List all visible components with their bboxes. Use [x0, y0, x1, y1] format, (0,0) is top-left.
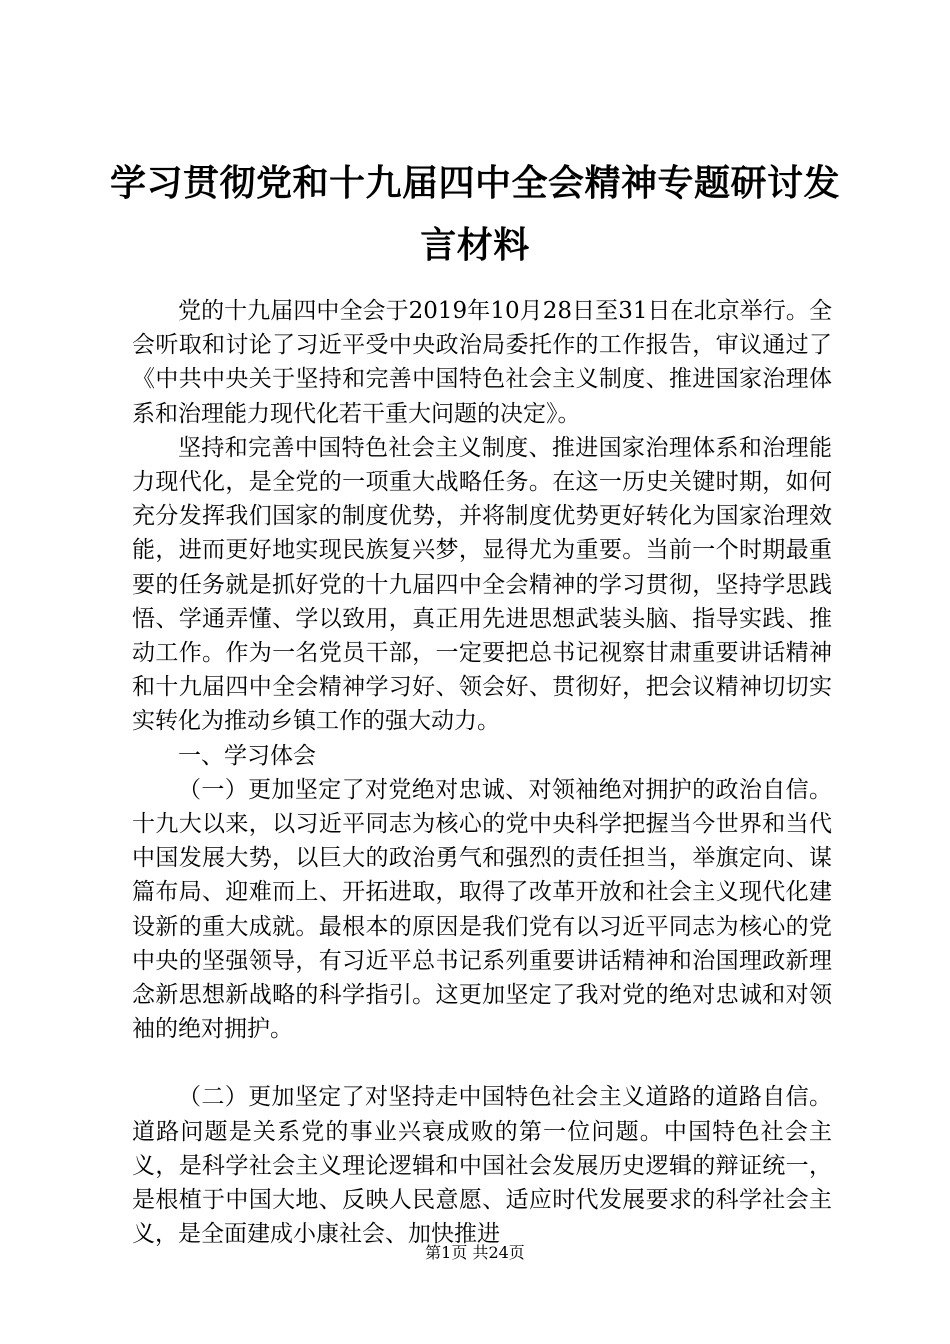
document-title: 学习贯彻党和十九届四中全会精神专题研讨发言材料 [110, 162, 841, 266]
paragraph-significance: 坚持和完善中国特色社会主义制度、推进国家治理体系和治理能力现代化，是全党的一项重大战略任务。在这一历史关键时期，如何充分发挥我们国家的制度优势，并将制度优势更好转化为国家治理效能，进而更好地实现民族复兴梦，显得尤为重要。当前一个时期最重要的任务就是抓好党的十九届四中全会精神的学习贯彻，坚持学思践悟、学通弄懂、学以致用，真正用先进思想武装头脑、指导实践、推动工作。作为一名党员干部，一定要把总书记视察甘肃重要讲话精神和十九届四中全会精神学习好、领会好、贯彻好，把会议精神切切实实转化为推动乡镇工作的强大动力。 [132, 434, 832, 735]
paragraph-point-2: （二）更加坚定了对坚持走中国特色社会主义道路的道路自信。道路问题是关系党的事业兴衰成败的第一位问题。中国特色社会主义，是科学社会主义理论逻辑和中国社会发展历史逻辑的辩证统一，是根植于中国大地、反映人民意愿、适应时代发展要求的科学社会主义，是全面建成小康社会、加快推进 [132, 1084, 832, 1248]
paragraph-intro: 党的十九届四中全会于2019年10月28日至31日在北京举行。全会听取和讨论了习近平受中央政治局委托作的工作报告，审议通过了《中共中央关于坚持和完善中国特色社会主义制度、推进国家治理体系和治理能力现代化若干重大问题的决定》。 [132, 298, 832, 427]
paragraph-point-1: （一）更加坚定了对党绝对忠诚、对领袖绝对拥护的政治自信。十九大以来，以习近平同志为核心的党中央科学把握当今世界和当代中国发展大势，以巨大的政治勇气和强烈的责任担当，举旗定向、谋篇布局、迎难而上、开拓进取，取得了改革开放和社会主义现代化建设新的重大成就。最根本的原因是我们党有以习近平同志为核心的党中央的坚强领导，有习近平总书记系列重要讲话精神和治国理政新理念新思想新战略的科学指引。这更加坚定了我对党的绝对忠诚和对领袖的绝对拥护。 [132, 776, 832, 1043]
page-footer: 第1页 共24页 [425, 1243, 525, 1262]
document-body [132, 294, 832, 1251]
section-heading: 一、学习体会 [178, 742, 316, 769]
